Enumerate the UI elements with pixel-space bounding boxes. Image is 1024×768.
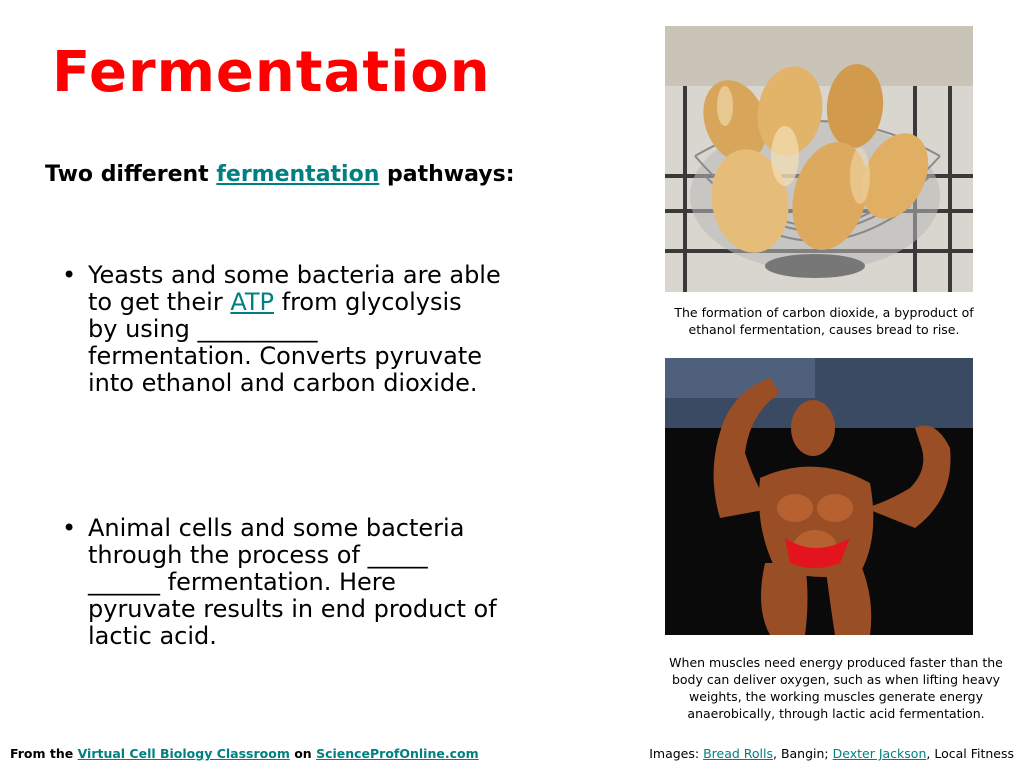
atp-link[interactable]: ATP — [230, 288, 274, 316]
bullet-list — [58, 262, 578, 650]
footer-source — [10, 746, 479, 761]
bullet-line: from glycolysis — [274, 288, 462, 316]
slide-title: Fermentation — [52, 40, 491, 105]
footer-text: , Bangin; — [773, 746, 833, 761]
bullet-line: Yeasts and some bacteria are able — [88, 261, 501, 289]
footer-text: , Local Fitness — [926, 746, 1014, 761]
bullet-line: by using __________ — [88, 315, 318, 343]
subtitle — [45, 162, 515, 187]
bullet-line: ______ fermentation. Here — [88, 568, 396, 596]
bullet-dot: • — [62, 514, 77, 542]
footer-image-credits — [649, 746, 1014, 761]
dexter-jackson-link[interactable]: Dexter Jackson — [832, 746, 927, 761]
bullet-line: through the process of _____ — [88, 541, 428, 569]
muscles-caption: When muscles need energy produced faster than the body can deliver oxygen, such as when lifting heavy weights, the working muscles generate energy anaerobically, through lactic acid fermentation. — [669, 655, 1003, 721]
footer-text: on — [289, 746, 317, 761]
bullet-line: pyruvate results in end product of — [88, 595, 497, 623]
bullet-line: lactic acid. — [88, 622, 217, 650]
subtitle-suffix: pathways: — [379, 162, 515, 187]
subtitle-prefix: Two different — [45, 162, 217, 187]
bullet-line: to get their — [88, 288, 231, 316]
fermentation-link[interactable]: fermentation — [216, 162, 380, 187]
bullet-item-yeast — [58, 262, 578, 397]
footer-text: Images: — [649, 746, 704, 761]
bullet-line: into ethanol and carbon dioxide. — [88, 369, 478, 397]
bodybuilder-photo — [665, 358, 973, 635]
bullet-line: Animal cells and some bacteria — [88, 514, 465, 542]
bread-caption: The formation of carbon dioxide, a byproduct of ethanol fermentation, causes bread to rise. — [674, 305, 974, 337]
footer-text: From the — [10, 746, 78, 761]
bread-rolls-link[interactable]: Bread Rolls — [703, 746, 773, 761]
virtual-cell-link[interactable]: Virtual Cell Biology Classroom — [77, 746, 290, 761]
scienceprofonline-link[interactable]: ScienceProfOnline.com — [316, 746, 479, 761]
bullet-line: fermentation. Converts pyruvate — [88, 342, 482, 370]
bullet-item-animal — [58, 515, 578, 650]
bread-rolls-photo — [665, 26, 973, 292]
bullet-dot: • — [62, 261, 77, 289]
